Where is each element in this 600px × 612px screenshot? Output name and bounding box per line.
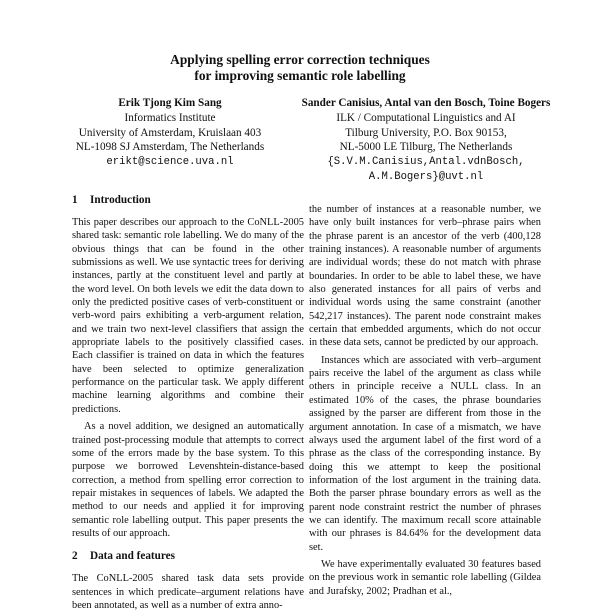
title-line-2: for improving semantic role labelling xyxy=(194,67,406,83)
author-affiliation: NL-5000 LE Tilburg, The Netherlands xyxy=(339,141,513,154)
paragraph: This paper describes our approach to the CoNLL-2005 shared task: semantic role labelling. We do many of the obvious things that can be found in the other submissions as well. We use syntactic trees for deriving instances, partly at the constituent level and partly at the word level. On both levels we edit the data down to only the predicted positive cases of verb-constituent or verb-word pairs exhibiting a verb-argument relation, and we train two next-level classifiers that assign the appropriate labels to the positively classified cases. Each classifier is trained on data in which the features have been selected to optimize generalization performance on the particular task. We apply different machine learning algorithms and combine their predictions. xyxy=(72,217,304,415)
paper-title xyxy=(0,52,600,83)
right-column xyxy=(309,203,541,598)
author-block-right xyxy=(276,96,576,185)
author-affiliation: Tilburg University, P.O. Box 90153, xyxy=(345,126,507,139)
left-column xyxy=(72,193,304,612)
section-heading-data-and-features xyxy=(72,549,304,563)
paragraph: We have experimentally evaluated 30 features based on the previous work in semantic role labelling (Gildea and Jurafsky, 2002; Pradhan et al., xyxy=(309,558,541,597)
section-number: 1 xyxy=(72,194,78,206)
author-block-left xyxy=(50,96,290,170)
author-email: {S.V.M.Canisius,Antal.vdnBosch, xyxy=(327,156,525,169)
author-names: Sander Canisius, Antal van den Bosch, Toine Bogers xyxy=(301,97,551,109)
paragraph: As a novel addition, we designed an automatically trained post-processing module that attempts to correct some of the errors made by the base system. To this purpose we borrowed Levenshtein-distance-based correction, a method from spelling error correction to repair mistakes in sequences of labels. We adapted the method to our needs and applied it for improving semantic role labelling output. This paper presents the results of our approach. xyxy=(72,421,304,539)
author-affiliation: University of Amsterdam, Kruislaan 403 xyxy=(78,126,262,139)
title-line-1: Applying spelling error correction techniques xyxy=(170,52,430,67)
paragraph: The CoNLL-2005 shared task data sets provide sentences in which predicate–argument relations have been annotated, as well as a number of extra anno- xyxy=(72,573,304,611)
author-affiliation: Informatics Institute xyxy=(124,111,216,124)
author-affiliation: ILK / Computational Linguistics and AI xyxy=(336,111,516,124)
paragraph: Instances which are associated with verb–argument pairs receive the label of the argument as class while others in principle receive a NULL class. In an estimated 10% of the cases, the phrase boundaries assigned by the parser are different from those in the argument annotation. In case of a mismatch, we have always used the argument label of the first word of a phrase as the class of the corresponding instance. By doing this we attempt to keep the positional information of the lost argument in the training data. Both the parser phrase boundary errors as well as the parent node constraint restrict the number of phrases we can identify. The maximum recall score attainable with our phrases is 84.64% for the development data set. xyxy=(309,354,541,553)
paragraph: the number of instances at a reasonable number, we have only built instances for verb–phrase pairs when the phrase parent is an ancestor of the verb (400,128 training instances). A reasonable number of arguments are individual words; these do not match with phrase boundaries. In order to be able to label these, we have also generated instances for all pairs of verbs and individual words using the same constraint (another 542,217 instances). The parent node constraint makes certain that embedded arguments, which do not occur in these data sets, cannot be predicted by our approach. xyxy=(309,204,541,349)
author-affiliation: NL-1098 SJ Amsterdam, The Netherlands xyxy=(75,141,265,154)
author-name: Erik Tjong Kim Sang xyxy=(118,97,222,109)
author-email: A.M.Bogers}@uvt.nl xyxy=(368,170,484,183)
section-number: 2 xyxy=(72,550,78,563)
section-heading-introduction xyxy=(72,193,304,207)
section-title: Data and features xyxy=(90,550,175,563)
author-email: erikt@science.uva.nl xyxy=(106,156,234,169)
section-title: Introduction xyxy=(90,194,151,206)
